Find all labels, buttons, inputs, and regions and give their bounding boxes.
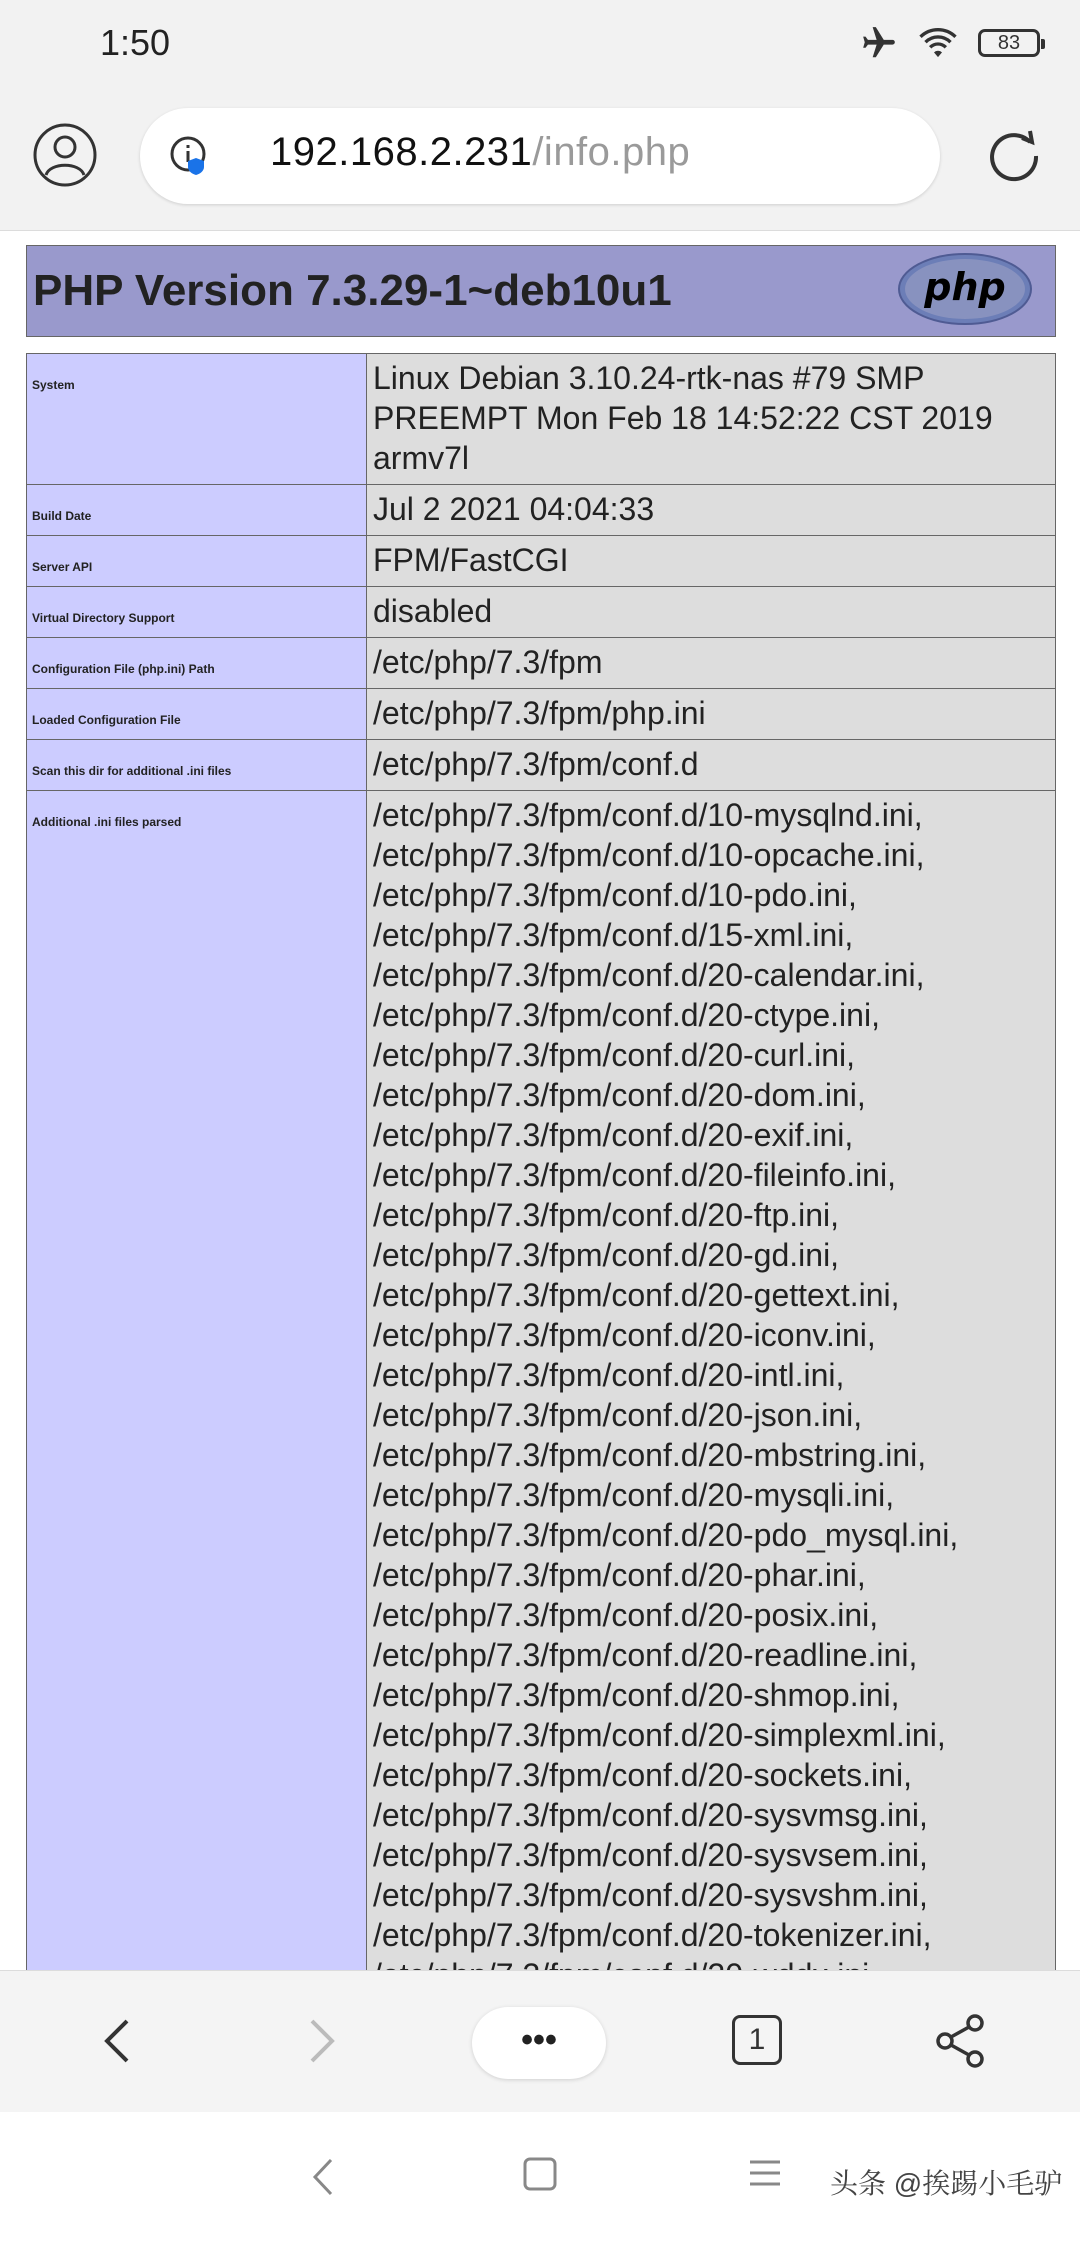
ini-file: /etc/php/7.3/fpm/conf.d/20-sysvshm.ini,	[373, 1877, 928, 1913]
status-time: 1:50	[100, 22, 171, 63]
ini-file: /etc/php/7.3/fpm/conf.d/20-fileinfo.ini,	[373, 1157, 896, 1193]
row-label: Build Date	[27, 485, 367, 536]
system-menu-icon[interactable]	[748, 2156, 782, 2190]
row-label: Loaded Configuration File	[27, 689, 367, 740]
row-label: Additional .ini files parsed	[27, 791, 367, 2002]
ini-file: /etc/php/7.3/fpm/conf.d/20-json.ini,	[373, 1397, 863, 1433]
row-value: FPM/FastCGI	[367, 536, 1056, 587]
web-page-content[interactable]	[0, 231, 1080, 1971]
table-row	[27, 485, 1056, 536]
table-row	[27, 638, 1056, 689]
airplane-mode-icon	[860, 24, 898, 62]
browser-toolbar	[0, 1970, 1080, 2113]
row-label: Virtual Directory Support	[27, 587, 367, 638]
row-label: Configuration File (php.ini) Path	[27, 638, 367, 689]
row-label: System	[27, 354, 367, 485]
row-value: /etc/php/7.3/fpm	[367, 638, 1056, 689]
ini-file: /etc/php/7.3/fpm/conf.d/20-pdo_mysql.ini,	[373, 1517, 959, 1553]
reload-icon[interactable]	[984, 124, 1044, 184]
ini-file: /etc/php/7.3/fpm/conf.d/20-calendar.ini,	[373, 957, 925, 993]
more-dots-icon: •••	[521, 2021, 557, 2059]
php-logo-text: php	[924, 265, 1006, 309]
table-row	[27, 791, 1056, 2002]
additional-ini-files	[367, 791, 1056, 2002]
ini-file: /etc/php/7.3/fpm/conf.d/20-dom.ini,	[373, 1077, 866, 1113]
menu-button[interactable]	[472, 2007, 606, 2079]
ini-file: /etc/php/7.3/fpm/conf.d/20-mbstring.ini,	[373, 1437, 927, 1473]
ini-file: /etc/php/7.3/fpm/conf.d/10-mysqlnd.ini,	[373, 797, 923, 833]
forward-arrow-icon[interactable]	[300, 2011, 344, 2071]
ini-file: /etc/php/7.3/fpm/conf.d/20-readline.ini,	[373, 1637, 918, 1673]
row-label: Scan this dir for additional .ini files	[27, 740, 367, 791]
ini-file: /etc/php/7.3/fpm/conf.d/10-opcache.ini,	[373, 837, 925, 873]
url-text	[270, 130, 690, 175]
ini-file: /etc/php/7.3/fpm/conf.d/20-posix.ini,	[373, 1597, 879, 1633]
php-version-header	[26, 245, 1056, 337]
ini-file: /etc/php/7.3/fpm/conf.d/20-sysvsem.ini,	[373, 1837, 928, 1873]
ini-file: /etc/php/7.3/fpm/conf.d/10-pdo.ini,	[373, 877, 857, 913]
ini-file: /etc/php/7.3/fpm/conf.d/20-exif.ini,	[373, 1117, 854, 1153]
url-field[interactable]	[140, 108, 940, 204]
php-info-table	[26, 353, 1056, 2002]
ini-file: /etc/php/7.3/fpm/conf.d/20-ctype.ini,	[373, 997, 880, 1033]
ini-file: /etc/php/7.3/fpm/conf.d/20-intl.ini,	[373, 1357, 845, 1393]
row-value: disabled	[367, 587, 1056, 638]
ini-file: /etc/php/7.3/fpm/conf.d/20-gd.ini,	[373, 1237, 840, 1273]
ini-file: /etc/php/7.3/fpm/conf.d/20-simplexml.ini,	[373, 1717, 946, 1753]
system-navigation-bar	[0, 2112, 1080, 2244]
battery-level: 83	[997, 31, 1021, 54]
ini-file: /etc/php/7.3/fpm/conf.d/20-iconv.ini,	[373, 1317, 876, 1353]
ini-file: /etc/php/7.3/fpm/conf.d/15-xml.ini,	[373, 917, 854, 953]
status-icons	[860, 24, 1040, 62]
row-value: Linux Debian 3.10.24-rtk-nas #79 SMP PREEMPT Mon Feb 18 14:52:22 CST 2019 armv7l	[367, 354, 1056, 485]
php-logo[interactable]	[897, 252, 1033, 326]
tab-count: 1	[748, 2023, 766, 2056]
ini-file: /etc/php/7.3/fpm/conf.d/20-tokenizer.ini,	[373, 1917, 932, 1953]
row-value: /etc/php/7.3/fpm/conf.d	[367, 740, 1056, 791]
ini-file: /etc/php/7.3/fpm/conf.d/20-shmop.ini,	[373, 1677, 900, 1713]
table-row	[27, 587, 1056, 638]
site-info-icon[interactable]	[168, 134, 212, 178]
status-bar	[0, 0, 1080, 90]
table-row	[27, 740, 1056, 791]
ini-file: /etc/php/7.3/fpm/conf.d/20-sockets.ini,	[373, 1757, 912, 1793]
system-back-icon[interactable]	[305, 2154, 341, 2200]
row-value: Jul 2 2021 04:04:33	[367, 485, 1056, 536]
url-host: 192.168.2.231	[270, 130, 533, 174]
account-icon[interactable]	[32, 122, 98, 188]
share-icon[interactable]	[933, 2011, 989, 2071]
ini-file: /etc/php/7.3/fpm/conf.d/20-sysvmsg.ini,	[373, 1797, 928, 1833]
watermark: 头条 @挨踢小毛驴	[830, 2168, 1063, 2199]
system-home-icon[interactable]	[522, 2156, 558, 2192]
table-row	[27, 354, 1056, 485]
browser-address-bar	[0, 90, 1080, 231]
tabs-button[interactable]	[732, 2015, 782, 2065]
wifi-icon	[918, 26, 958, 60]
battery-indicator	[978, 29, 1040, 57]
page-title: PHP Version 7.3.29-1~deb10u1	[33, 266, 672, 315]
ini-file: /etc/php/7.3/fpm/conf.d/20-mysqli.ini,	[373, 1477, 895, 1513]
table-row	[27, 689, 1056, 740]
row-value: /etc/php/7.3/fpm/php.ini	[367, 689, 1056, 740]
ini-file: /etc/php/7.3/fpm/conf.d/20-phar.ini,	[373, 1557, 866, 1593]
ini-file: /etc/php/7.3/fpm/conf.d/20-curl.ini,	[373, 1037, 856, 1073]
back-arrow-icon[interactable]	[95, 2011, 139, 2071]
ini-file: /etc/php/7.3/fpm/conf.d/20-ftp.ini,	[373, 1197, 840, 1233]
row-label: Server API	[27, 536, 367, 587]
ini-file: /etc/php/7.3/fpm/conf.d/20-gettext.ini,	[373, 1277, 900, 1313]
url-path: /info.php	[532, 130, 691, 174]
table-row	[27, 536, 1056, 587]
